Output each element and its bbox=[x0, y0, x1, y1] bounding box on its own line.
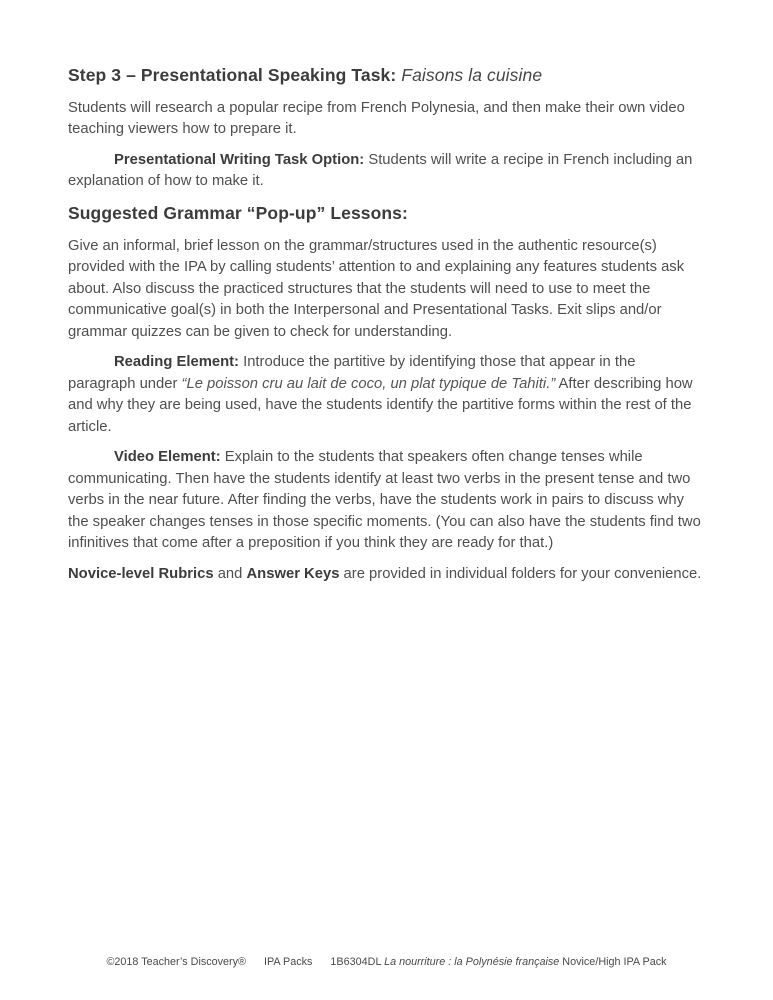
rubrics-paragraph bbox=[68, 564, 705, 586]
rubrics-end-text: are provided in individual folders for your convenience. bbox=[339, 565, 702, 582]
step3-paragraph: Students will research a popular recipe from French Polynesia, and then make their own video teaching viewers how to prepare it. bbox=[68, 99, 685, 138]
page-footer bbox=[0, 956, 773, 968]
grammar-heading: Suggested Grammar “Pop-up” Lessons: bbox=[68, 202, 408, 223]
rubrics-mid-text: and bbox=[213, 565, 247, 582]
footer-product-title: La nourriture : la Polynésie française bbox=[384, 956, 560, 968]
footer-ipa-packs: IPA Packs bbox=[264, 956, 313, 968]
footer-product-suffix: Novice/High IPA Pack bbox=[559, 956, 667, 968]
rubrics-label: Novice-level Rubrics bbox=[68, 565, 214, 582]
writing-task-option-label: Presentational Writing Task Option: bbox=[114, 151, 369, 168]
reading-element-paragraph bbox=[68, 352, 705, 438]
footer-product-id bbox=[330, 956, 666, 968]
video-element-text: Explain to the students that speakers often change tenses while communicating. Then have the students identify at least two verbs in the present tense and two verbs in the near future. After finding the verbs, have the students work in pairs to discuss why the speaker changes tenses in those specific moments. (You can also have the students find two infinitives that come after a preposition if you think they are ready for that.) bbox=[68, 449, 701, 551]
step3-heading bbox=[68, 64, 705, 87]
reading-element-article-title: “Le poisson cru au lait de coco, un plat typique de Tahiti.” bbox=[181, 375, 556, 392]
reading-element-text-2: After describing how and why they are being used, have the students identify the partitive forms within the rest of the article. bbox=[68, 375, 693, 435]
video-element-label: Video Element: bbox=[114, 449, 225, 465]
page-content bbox=[68, 64, 705, 585]
step3-heading-italic: Faisons la cuisine bbox=[401, 65, 543, 85]
grammar-intro-paragraph: Give an informal, brief lesson on the grammar/structures used in the authentic resource(s) provided with the IPA by calling students’ attention to and explaining any features students ask about. Also discuss the practiced structures that the students will need to use to meet the communicative goal(s) in both the Interpersonal and Presentational Tasks. Exit slips and/or grammar quizzes can be given to check for understanding. bbox=[68, 237, 685, 340]
footer-copyright: ©2018 Teacher’s Discovery® bbox=[106, 956, 246, 968]
writing-task-option-paragraph bbox=[68, 150, 705, 193]
footer-product-code: 1B6304DL bbox=[330, 956, 385, 968]
step3-heading-bold: Step 3 – Presentational Speaking Task: bbox=[68, 65, 402, 85]
reading-element-text-1: Introduce the partitive by identifying those that appear in the paragraph under bbox=[68, 354, 636, 392]
video-element-paragraph bbox=[68, 447, 705, 555]
reading-element-label: Reading Element: bbox=[114, 354, 244, 370]
writing-task-option-text: Students will write a recipe in French including an explanation of how to make it. bbox=[68, 151, 693, 190]
answer-keys-label: Answer Keys bbox=[246, 565, 340, 582]
